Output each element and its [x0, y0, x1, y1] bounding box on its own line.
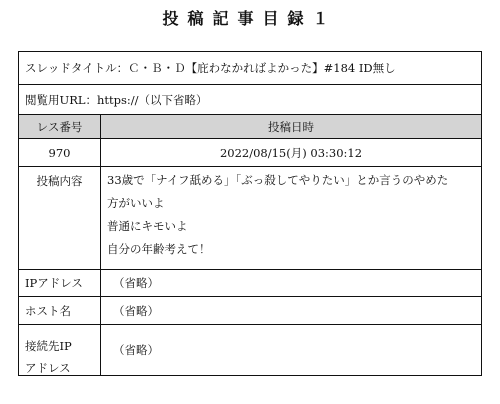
connection-ip-row: [19, 325, 481, 375]
content-label: 投稿内容: [19, 167, 101, 269]
ip-value: （省略）: [113, 276, 159, 290]
thread-title: スレッドタイトル：Ｃ・Ｂ・Ｄ【庇わなかればよかった】#184 ID無し: [25, 61, 396, 75]
view-url-row: [19, 85, 481, 115]
content-line: 自分の年齢考えて！: [107, 242, 211, 256]
ip-label: IPアドレス: [19, 270, 101, 296]
connection-ip-label-line1: 接続先IP: [25, 339, 72, 353]
post-content-row: [19, 167, 481, 270]
table-header-row: [19, 115, 481, 139]
host-value: （省略）: [113, 303, 159, 318]
header-post-datetime: 投稿日時: [268, 119, 314, 134]
content-line: 33歳で「ナイフ舐める」「ぶっ殺してやりたい」とか言うのやめた: [107, 173, 449, 187]
post-record-table: [18, 51, 482, 376]
post-meta-row: [19, 139, 481, 167]
content-line: 普通にキモいよ: [107, 219, 188, 233]
res-number: 970: [19, 139, 101, 166]
view-url: 閲覧用URL：https://（以下省略）: [25, 92, 208, 107]
connection-ip-value: （省略）: [113, 343, 159, 357]
document-title: 投稿記事目録１: [162, 9, 338, 28]
host-row: [19, 297, 481, 325]
connection-ip-label-line2: アドレス: [25, 361, 71, 375]
ip-row: [19, 270, 481, 297]
thread-title-row: [19, 52, 481, 85]
header-res-number: レス番号: [19, 115, 101, 138]
post-datetime: 2022/08/15(月) 03:30:12: [219, 145, 363, 160]
connection-ip-label: [19, 325, 101, 375]
host-label: ホスト名: [19, 297, 101, 324]
post-content: [101, 167, 481, 269]
content-line: 方がいいよ: [107, 196, 165, 210]
